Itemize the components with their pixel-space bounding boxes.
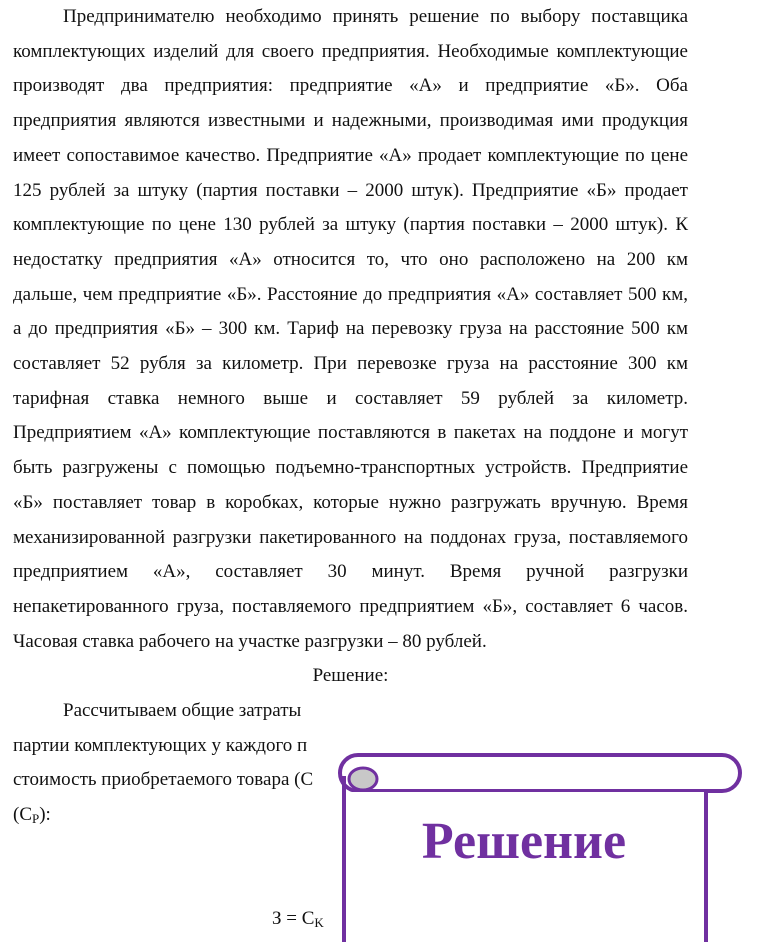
problem-paragraph: Предпринимателю необходимо принять решение по выбору поставщика комплектующих изделий для своего предприятия. Необходимые комплектующие производят два предприятия: предприятие «А» и предприятие «Б». Оба предприятия являются известными и надежными, производимая ими продукция имеет сопоставимое качество. Предприятие «А» продает комплектующие по цене 125 рублей за штуку (партия поставки – 2000 штук). Предприятие «Б» продает комплектующие по цене 130 рублей за штуку (партия поставки – 2000 штук). К недостатку предприятия «А» относится то, что оно расположено на 200 км дальше, чем предприятие «Б». Расстояние до предприятия «А» составляет 500 км, а до предприятия «Б» – 300 км. Тариф на перевозку груза на расстояние 500 км составляет 52 рубля за километр. При перевозке груза на расстояние 300 км тарифная ставка немного выше и составляет 59 рублей за километр. Предприятием «А» комплектующие поставляются в пакетах на поддоне и могут быть разгружены с помощью подъемно-транспортных устройств. Предприятие «Б» поставляет товар в коробках, которые нужно разгружать вручную. Время механизированной разгрузки пакетированного на поддонах груза, поставляемого предприятием «А», составляет 30 минут. Время ручной разгрузки непакетированного груза, поставляемого предприятием «Б», составляет 6 часов. Часовая ставка рабочего на участке разгрузки – 80 рублей. [13,6,688,652]
banner-title: Решение [421,813,627,870]
solution-line-2: партии комплектующих у каждого п [13,734,308,756]
solution-line-3: стоимость приобретаемого товара (C [13,769,314,791]
solution-line-4: $(C_P)$: [13,804,51,827]
solution-line-1: Рассчитываем общие затраты [63,700,302,722]
formula: $З = C_K$ [272,908,324,930]
solution-banner [336,752,746,942]
solution-heading: Решение: [312,665,389,687]
document-body [13,0,688,837]
